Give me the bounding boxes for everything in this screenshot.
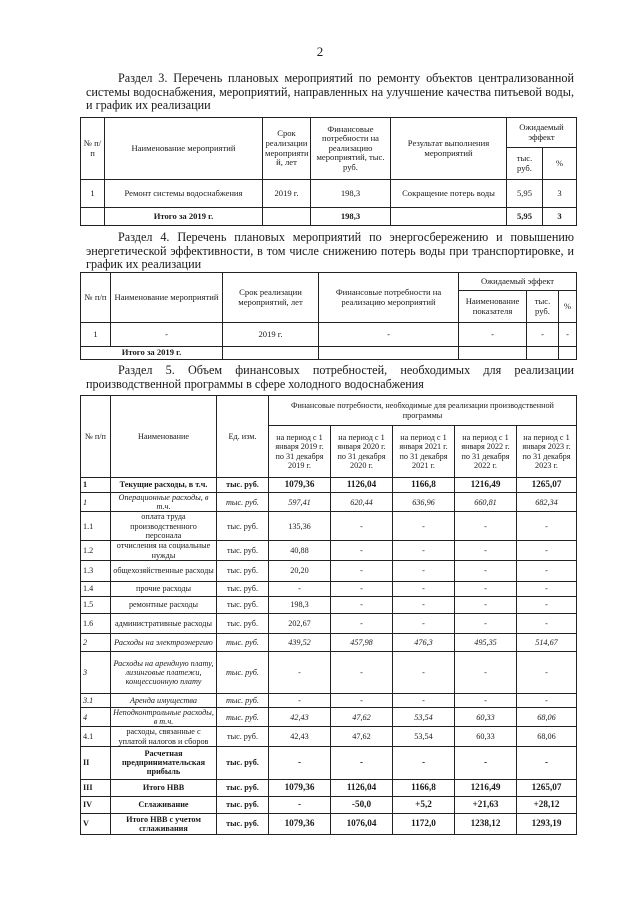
row-value: - bbox=[393, 652, 455, 694]
row-value: 495,35 bbox=[455, 634, 517, 652]
section5-heading bbox=[86, 364, 574, 391]
row-value: 476,3 bbox=[393, 634, 455, 652]
table-row bbox=[81, 347, 577, 360]
row-number: V bbox=[81, 813, 111, 834]
section4-heading-text: Раздел 4. Перечень плановых мероприятий по энергосбережению и повышению энергетической эффективности, в том числе снижению потерь воды при транспортировке, и график их реализации bbox=[86, 230, 574, 272]
row-value: +28,12 bbox=[517, 796, 577, 813]
row-number: 1.3 bbox=[81, 561, 111, 582]
row-value: - bbox=[393, 597, 455, 614]
s3-total-pct: 3 bbox=[543, 208, 577, 226]
section4-table bbox=[80, 272, 577, 360]
s3-row-name: Ремонт системы водоснабжения bbox=[105, 180, 263, 208]
row-value: - bbox=[517, 614, 577, 634]
s4-row-term: 2019 г. bbox=[223, 323, 319, 347]
row-value: - bbox=[455, 694, 517, 708]
s4-header-effect: Ожидаемый эффект bbox=[459, 273, 577, 291]
row-value: +21,63 bbox=[455, 796, 517, 813]
row-value: 1265,07 bbox=[517, 478, 577, 493]
section3-table bbox=[80, 117, 577, 226]
table-row bbox=[81, 694, 577, 708]
row-value: 1166,8 bbox=[393, 779, 455, 796]
row-value: - bbox=[331, 652, 393, 694]
s3-header-result: Результат выполнения мероприятий bbox=[391, 118, 507, 180]
row-value: 1216,49 bbox=[455, 478, 517, 493]
row-value: 1172,0 bbox=[393, 813, 455, 834]
s4-header-term: Срок реализации мероприятий, лет bbox=[223, 273, 319, 323]
table-row bbox=[81, 634, 577, 652]
row-value: 1126,04 bbox=[331, 779, 393, 796]
row-value: 53,54 bbox=[393, 727, 455, 746]
row-name: прочие расходы bbox=[111, 582, 217, 597]
row-number: 1.1 bbox=[81, 512, 111, 541]
row-unit: тыс. руб. bbox=[217, 779, 269, 796]
s3-row-term: 2019 г. bbox=[263, 180, 311, 208]
row-value: - bbox=[269, 796, 331, 813]
s3-total-finance: 198,3 bbox=[311, 208, 391, 226]
s4-header-indicator: Наименование показателя bbox=[459, 291, 527, 323]
row-value: - bbox=[455, 597, 517, 614]
table-row bbox=[81, 779, 577, 796]
table-row bbox=[81, 708, 577, 727]
s4-total-label: Итого за 2019 г. bbox=[81, 347, 223, 360]
row-value: 620,44 bbox=[331, 493, 393, 512]
row-number: 1 bbox=[81, 478, 111, 493]
section5-heading-text: Раздел 5. Объем финансовых потребностей, необходимых для реализации производственной программы в сфере холодного водоснабжения bbox=[86, 363, 574, 391]
s4-row-pct: - bbox=[559, 323, 577, 347]
row-value: 47,62 bbox=[331, 708, 393, 727]
row-value: +5,2 bbox=[393, 796, 455, 813]
s3-row-result: Сокращение потерь воды bbox=[391, 180, 507, 208]
s5-header-num: № п/п bbox=[81, 396, 111, 478]
row-value: 135,36 bbox=[269, 512, 331, 541]
row-value: - bbox=[331, 582, 393, 597]
s4-row-indicator: - bbox=[459, 323, 527, 347]
row-number: 1.5 bbox=[81, 597, 111, 614]
row-value: - bbox=[455, 541, 517, 561]
s4-row-finance: - bbox=[319, 323, 459, 347]
row-number: 1 bbox=[81, 493, 111, 512]
section5-table bbox=[80, 395, 577, 835]
s4-header-name: Наименование мероприятий bbox=[111, 273, 223, 323]
row-unit: тыс. руб. bbox=[217, 634, 269, 652]
row-number: 3.1 bbox=[81, 694, 111, 708]
row-value: - bbox=[455, 582, 517, 597]
row-name: административные расходы bbox=[111, 614, 217, 634]
row-name: оплата труда производственного персонала bbox=[111, 512, 217, 541]
row-value: 1166,8 bbox=[393, 478, 455, 493]
row-name: Расходы на электроэнергию bbox=[111, 634, 217, 652]
row-value: 47,62 bbox=[331, 727, 393, 746]
row-value: 20,20 bbox=[269, 561, 331, 582]
row-value: - bbox=[517, 541, 577, 561]
row-value: - bbox=[455, 652, 517, 694]
section3-heading-text: Раздел 3. Перечень плановых мероприятий по ремонту объектов централизованной системы водоснабжения, мероприятий, направленных на улучшение качества питьевой воды, и график их реализации bbox=[86, 71, 574, 113]
row-value: 660,81 bbox=[455, 493, 517, 512]
row-name: отчисления на социальные нужды bbox=[111, 541, 217, 561]
s3-total-label: Итого за 2019 г. bbox=[105, 208, 263, 226]
section5-body bbox=[81, 478, 577, 835]
row-unit: тыс. руб. bbox=[217, 582, 269, 597]
row-value: - bbox=[455, 746, 517, 779]
s3-row-pct: 3 bbox=[543, 180, 577, 208]
row-value: - bbox=[331, 746, 393, 779]
s5-header-period-2022: на период с 1 января 2022 г. по 31 декабря 2022 г. bbox=[455, 426, 517, 478]
section3-heading bbox=[86, 72, 574, 113]
s5-header-period-2023: на период с 1 января 2023 г. по 31 декабря 2023 г. bbox=[517, 426, 577, 478]
row-value: 68,06 bbox=[517, 708, 577, 727]
s5-header-period-2020: на период с 1 января 2020 г. по 31 декабря 2020 г. bbox=[331, 426, 393, 478]
row-value: - bbox=[269, 582, 331, 597]
row-name: Аренда имущества bbox=[111, 694, 217, 708]
s5-header-unit: Ед. изм. bbox=[217, 396, 269, 478]
row-name: Итого НВВ bbox=[111, 779, 217, 796]
row-unit: тыс. руб. bbox=[217, 597, 269, 614]
row-unit: тыс. руб. bbox=[217, 493, 269, 512]
s3-header-effect: Ожидаемый эффект bbox=[507, 118, 577, 148]
row-value: - bbox=[455, 512, 517, 541]
row-value: - bbox=[393, 614, 455, 634]
row-unit: тыс. руб. bbox=[217, 541, 269, 561]
row-name: Неподконтрольные расходы, в т.ч. bbox=[111, 708, 217, 727]
s5-header-period-2021: на период с 1 января 2021 г. по 31 декабря 2021 г. bbox=[393, 426, 455, 478]
table-row bbox=[81, 813, 577, 834]
row-name: Сглаживание bbox=[111, 796, 217, 813]
row-number: 2 bbox=[81, 634, 111, 652]
row-value: - bbox=[393, 694, 455, 708]
row-value: - bbox=[517, 694, 577, 708]
row-unit: тыс. руб. bbox=[217, 727, 269, 746]
row-value: 1265,07 bbox=[517, 779, 577, 796]
row-unit: тыс. руб. bbox=[217, 614, 269, 634]
s4-row-num: 1 bbox=[81, 323, 111, 347]
row-value: 597,41 bbox=[269, 493, 331, 512]
row-unit: тыс. руб. bbox=[217, 478, 269, 493]
row-name: общехозяйственные расходы bbox=[111, 561, 217, 582]
row-value: 1238,12 bbox=[455, 813, 517, 834]
row-value: 1293,19 bbox=[517, 813, 577, 834]
row-value: - bbox=[393, 746, 455, 779]
table-row bbox=[81, 493, 577, 512]
row-value: - bbox=[393, 541, 455, 561]
row-name: расходы, связанные с уплатой налогов и сборов bbox=[111, 727, 217, 746]
row-number: 4 bbox=[81, 708, 111, 727]
row-name: Операционные расходы, в т.ч. bbox=[111, 493, 217, 512]
row-number: IV bbox=[81, 796, 111, 813]
row-value: 60,33 bbox=[455, 727, 517, 746]
row-value: 1079,36 bbox=[269, 779, 331, 796]
row-name: Текущие расходы, в т.ч. bbox=[111, 478, 217, 493]
s3-header-unit: тыс. руб. bbox=[507, 148, 543, 180]
row-value: - bbox=[331, 597, 393, 614]
table-row bbox=[81, 208, 577, 226]
row-name: Расчетная предпринимательская прибыль bbox=[111, 746, 217, 779]
s4-row-unit: - bbox=[527, 323, 559, 347]
row-value: - bbox=[393, 582, 455, 597]
table-row bbox=[81, 512, 577, 541]
table-row bbox=[81, 614, 577, 634]
s5-header-group: Финансовые потребности, необходимые для реализации производственной программы bbox=[269, 396, 577, 426]
row-value: - bbox=[517, 597, 577, 614]
row-value: 202,67 bbox=[269, 614, 331, 634]
row-number: 1.4 bbox=[81, 582, 111, 597]
row-unit: тыс. руб. bbox=[217, 652, 269, 694]
row-value: - bbox=[455, 614, 517, 634]
row-name: Итого НВВ с учетом сглаживания bbox=[111, 813, 217, 834]
s3-row-finance: 198,3 bbox=[311, 180, 391, 208]
row-value: 457,98 bbox=[331, 634, 393, 652]
table-row bbox=[81, 796, 577, 813]
row-value: 1079,36 bbox=[269, 813, 331, 834]
row-value: 1076,04 bbox=[331, 813, 393, 834]
row-number: 4.1 bbox=[81, 727, 111, 746]
row-value: - bbox=[331, 541, 393, 561]
table-row bbox=[81, 323, 577, 347]
row-value: 53,54 bbox=[393, 708, 455, 727]
s3-header-percent: % bbox=[543, 148, 577, 180]
row-value: - bbox=[269, 746, 331, 779]
table-row bbox=[81, 541, 577, 561]
s4-row-name: - bbox=[111, 323, 223, 347]
row-unit: тыс. руб. bbox=[217, 561, 269, 582]
row-value: - bbox=[517, 652, 577, 694]
row-value: 60,33 bbox=[455, 708, 517, 727]
table-row bbox=[81, 478, 577, 493]
row-value: 439,52 bbox=[269, 634, 331, 652]
table-row bbox=[81, 746, 577, 779]
s3-header-finance: Финансовые потребности на реализацию мероприятий, тыс. руб. bbox=[311, 118, 391, 180]
row-unit: тыс. руб. bbox=[217, 708, 269, 727]
row-value: - bbox=[331, 614, 393, 634]
s4-header-finance: Финансовые потребности на реализацию мероприятий bbox=[319, 273, 459, 323]
row-value: 40,88 bbox=[269, 541, 331, 561]
row-value: - bbox=[517, 582, 577, 597]
table-row bbox=[81, 597, 577, 614]
row-number: III bbox=[81, 779, 111, 796]
row-value: - bbox=[331, 694, 393, 708]
s5-header-period-2019: на период с 1 января 2019 г. по 31 декабря 2019 г. bbox=[269, 426, 331, 478]
row-value: - bbox=[393, 561, 455, 582]
row-value: - bbox=[331, 512, 393, 541]
row-value: 42,43 bbox=[269, 727, 331, 746]
row-unit: тыс. руб. bbox=[217, 512, 269, 541]
row-value: - bbox=[269, 652, 331, 694]
row-value: 68,06 bbox=[517, 727, 577, 746]
s3-row-num: 1 bbox=[81, 180, 105, 208]
row-name: ремонтные расходы bbox=[111, 597, 217, 614]
row-value: 1126,04 bbox=[331, 478, 393, 493]
row-value: - bbox=[331, 561, 393, 582]
row-number: 3 bbox=[81, 652, 111, 694]
row-value: 682,34 bbox=[517, 493, 577, 512]
row-value: 636,96 bbox=[393, 493, 455, 512]
row-value: - bbox=[517, 512, 577, 541]
s3-header-num: № п/ п bbox=[81, 118, 105, 180]
s3-header-term: Срок реализации мероприяти й, лет bbox=[263, 118, 311, 180]
row-unit: тыс. руб. bbox=[217, 813, 269, 834]
row-value: 1079,36 bbox=[269, 478, 331, 493]
row-value: - bbox=[269, 694, 331, 708]
row-unit: тыс. руб. bbox=[217, 796, 269, 813]
row-value: 1216,49 bbox=[455, 779, 517, 796]
table-row bbox=[81, 180, 577, 208]
row-value: - bbox=[517, 561, 577, 582]
table-row bbox=[81, 561, 577, 582]
s4-header-unit: тыс. руб. bbox=[527, 291, 559, 323]
s3-row-value: 5,95 bbox=[507, 180, 543, 208]
section4-heading bbox=[86, 231, 574, 272]
s3-total-value: 5,95 bbox=[507, 208, 543, 226]
s4-header-percent: % bbox=[559, 291, 577, 323]
row-value: - bbox=[455, 561, 517, 582]
row-unit: тыс. руб. bbox=[217, 746, 269, 779]
table-row bbox=[81, 727, 577, 746]
row-number: 1.6 bbox=[81, 614, 111, 634]
row-value: 198,3 bbox=[269, 597, 331, 614]
row-value: - bbox=[517, 746, 577, 779]
row-value: - bbox=[393, 512, 455, 541]
row-number: II bbox=[81, 746, 111, 779]
table-row bbox=[81, 652, 577, 694]
row-value: 42,43 bbox=[269, 708, 331, 727]
table-row bbox=[81, 582, 577, 597]
row-value: -50,0 bbox=[331, 796, 393, 813]
row-unit: тыс. руб. bbox=[217, 694, 269, 708]
s5-header-name: Наименование bbox=[111, 396, 217, 478]
s3-header-name: Наименование мероприятий bbox=[105, 118, 263, 180]
row-value: 514,67 bbox=[517, 634, 577, 652]
page-number: 2 bbox=[316, 44, 324, 59]
row-name: Расходы на арендную плату, лизинговые платежи, концессионную плату bbox=[111, 652, 217, 694]
s4-header-num: № п/п bbox=[81, 273, 111, 323]
row-number: 1.2 bbox=[81, 541, 111, 561]
